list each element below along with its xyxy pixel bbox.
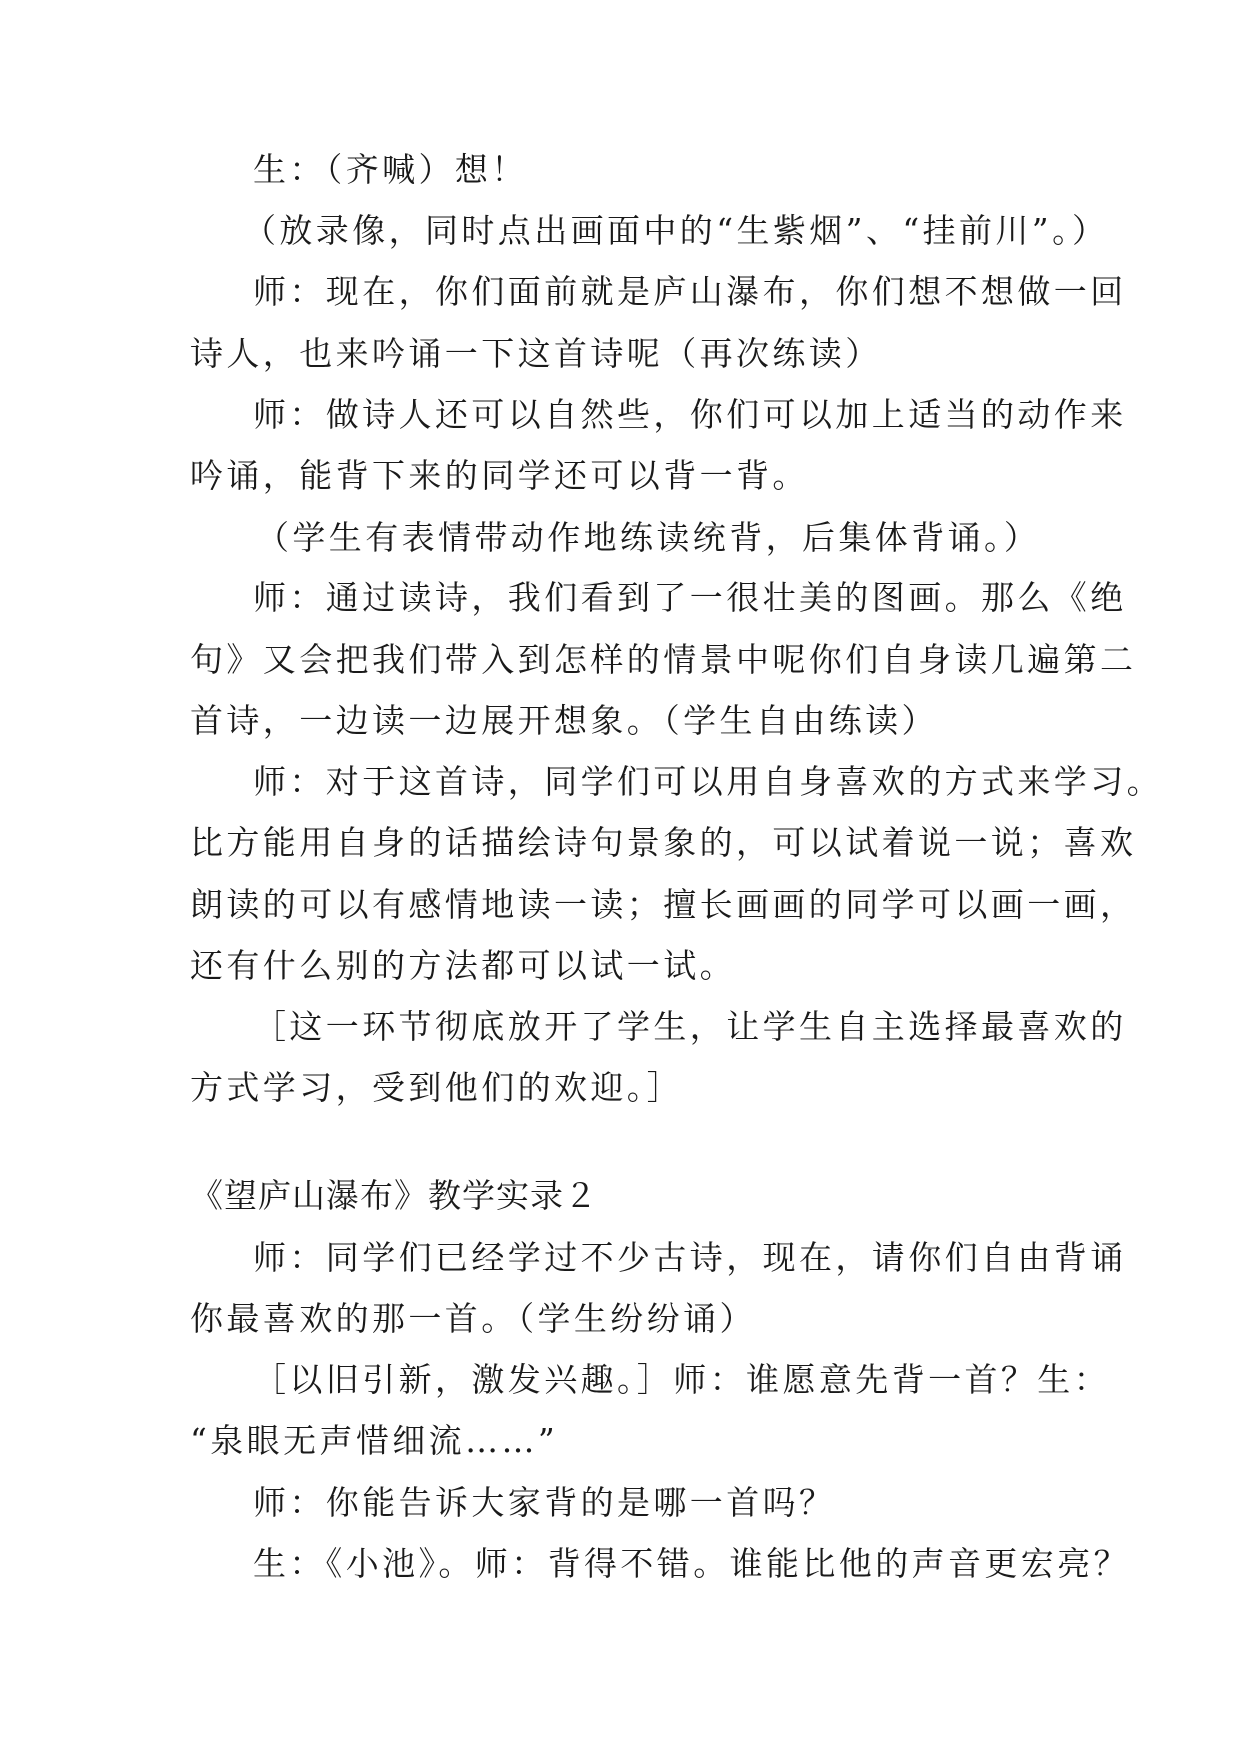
text-line: 师：对于这首诗，同学们可以用自身喜欢的方式来学习。 xyxy=(253,762,1163,801)
text-line: 比方能用自身的话描绘诗句景象的，可以试着说一说；喜欢 xyxy=(190,823,1137,862)
text-line: 生：《小池》。师：背得不错。谁能比他的声音更宏亮？ xyxy=(253,1544,1130,1583)
section-title: 《望庐山瀑布》教学实录２ xyxy=(190,1176,598,1215)
text-line: 方式学习，受到他们的欢迎。］ xyxy=(190,1068,684,1107)
text-line: （学生有表情带动作地练读统背，后集体背诵。） xyxy=(256,518,1041,557)
text-line: 师：做诗人还可以自然些，你们可以加上适当的动作来 xyxy=(253,395,1127,434)
text-line: 师：通过读诗，我们看到了一很壮美的图画。那么《绝 xyxy=(253,578,1127,617)
text-line: 还有什么别的方法都可以试一试。 xyxy=(190,946,736,985)
text-line: 吟诵，能背下来的同学还可以背一背。 xyxy=(190,456,809,495)
text-line: 师：同学们已经学过不少古诗，现在，请你们自由背诵 xyxy=(253,1238,1127,1277)
text-line: 师：现在，你们面前就是庐山瀑布，你们想不想做一回 xyxy=(253,272,1127,311)
text-line: ［以旧引新，激发兴趣。］师：谁愿意先背一首？生： xyxy=(253,1360,1111,1399)
text-line: 朗读的可以有感情地读一读；擅长画画的同学可以画一画， xyxy=(190,885,1137,924)
text-line: 生：（齐喊）想！ xyxy=(253,150,528,189)
text-line: 你最喜欢的那一首。（学生纷纷诵） xyxy=(190,1299,756,1338)
text-line: 首诗，一边读一边展开想象。（学生自由练读） xyxy=(190,701,938,740)
text-line: 师：你能告诉大家背的是哪一首吗？ xyxy=(253,1483,836,1522)
text-line: 诗人，也来吟诵一下这首诗呢（再次练读） xyxy=(190,334,882,373)
text-line: ［这一环节彻底放开了学生，让学生自主选择最喜欢的 xyxy=(253,1007,1127,1046)
text-line: （放录像，同时点出画面中的“生紫烟”、“挂前川”。） xyxy=(243,211,1109,250)
text-line: “泉眼无声惜细流……” xyxy=(190,1421,559,1460)
text-line: 句》又会把我们带入到怎样的情景中呢你们自身读几遍第二 xyxy=(190,640,1137,679)
